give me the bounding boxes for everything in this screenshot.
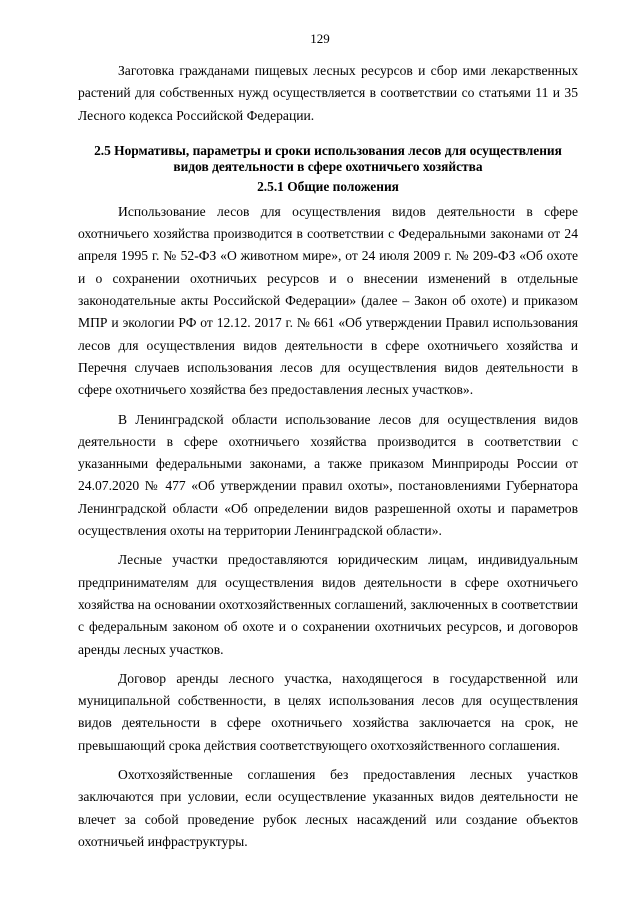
- subsection-heading: 2.5.1 Общие положения: [257, 178, 399, 194]
- paragraph-land-plots: Лесные участки предоставляются юридическим лицам, индивидуальным предпринимателям для осуществления видов деятельности в сфере охотничьего хозяйства на основании охотхозяйственных соглашений, заключенных в соответствии с федеральным законом об охоте и о сохранении охотничьих ресурсов, и договоров аренды лесных участков.: [78, 552, 579, 657]
- page-number: 129: [310, 31, 330, 46]
- paragraph-hunting-agreements: Охотхозяйственные соглашения без предоставления лесных участков заключаются при условии, если осуществление указанных видов деятельности не влечет за собой проведение рубок лесных насаждений или создание объектов охотничьей инфраструктуры.: [78, 767, 578, 849]
- intro-paragraph: Заготовка гражданами пищевых лесных ресурсов и сбор ими лекарственных растений для собственных нужд осуществляется в соответствии со статьями 11 и 35 Лесного кодекса Российской Федерации.: [78, 63, 578, 123]
- paragraph-leningrad-region: В Ленинградской области использование лесов для осуществления видов деятельности в сфере охотничьего хозяйства производится в соответствии с указанными федеральными законами, а также приказом Минприроды России от 24.07.2020 № 477 «Об утверждении правил охоты», постановлениями Губернатора Ленинградской области «Об определении видов разрешенной охоты и параметров осуществления охоты на территории Ленинградской области».: [78, 411, 578, 539]
- paragraph-legal-basis: Использование лесов для осуществления видов деятельности в сфере охотничьего хозяйства производится в соответствии с Федеральными законами от 24 апреля 1995 г. № 52-ФЗ «О животном мире», от 24 июля 2009 г. № 209-ФЗ «Об охоте и о сохранении охотничьих ресурсов и о внесении изменений в отдельные законодательные акты Российской Федерации» (далее – Закон об охоте) и приказом МПР и экологии РФ от 12.12. 2017 г. № 661 «Об утверждении Правил использования лесов для осуществления видов деятельности в сфере охотничьего хозяйства и Перечня случаев использования лесов для осуществления видов деятельности в сфере охотничьего хозяйства без предоставления лесных участков».: [78, 203, 578, 398]
- paragraph-lease-agreement: Договор аренды лесного участка, находящегося в государственной или муниципальной собственности, в целях использования лесов для осуществления видов деятельности в сфере охотничьего хозяйства заключается на срок, не превышающий срока действия соответствующего охотхозяйственного соглашения.: [78, 670, 578, 753]
- document-body: [78, 60, 578, 853]
- section-heading: 2.5 Нормативы, параметры и сроки использования лесов для осуществления видов деятельности в сфере охотничьего хозяйства: [94, 142, 562, 174]
